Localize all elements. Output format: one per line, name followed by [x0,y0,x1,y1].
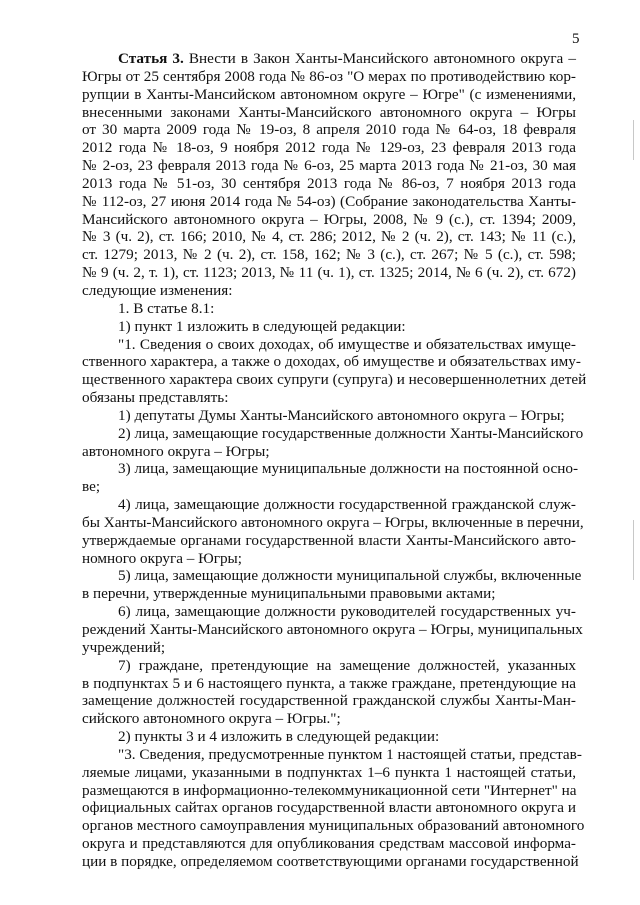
text-line [82,246,576,264]
text-line [82,389,576,407]
text-line [82,264,576,282]
line-text: 4) лица, замещающие должности государственной гражданской служ- [118,496,576,514]
scan-edge-mark [633,120,634,160]
line-text: ции в порядке, определяемом соответствующими органами государственной [82,852,579,870]
document-body [82,50,587,871]
line-text: замещение должностей государственной гражданской службы Ханты-Ман- [82,692,576,710]
line-text: ве; [82,478,101,496]
line-text: размещаются в информационно-телекоммуникационной сети "Интернет" на [82,781,577,799]
line-text: округа и представляются для опубликования средствам массовой информа- [82,835,576,853]
text-line [82,817,585,835]
text-line [82,318,576,336]
line-text: автономного округа – Югры; [82,442,270,460]
line-text: Мансийского автономного округа – Югры, 2008, № 9 (с.), ст. 1394; 2009, [82,210,576,228]
line-text: органов местного самоуправления муниципальных образований автономного [82,817,585,835]
line-text: ственного характера, а также о доходах, об имуществе и обязательствах иму- [82,353,581,371]
text-line [82,68,576,86]
line-text: номного округа – Югры; [82,549,242,567]
text-line [82,460,579,478]
text-line [82,50,576,68]
text-line [82,86,576,104]
text-line [82,745,582,764]
text-line [82,371,587,389]
text-line [82,478,576,496]
line-text: 7) граждане, претендующие на замещение должностей, указанных [118,656,576,674]
text-line [82,496,576,514]
line-text: в перечни, утвержденные муниципальными правовыми актами; [82,585,496,603]
line-text: № 3 (ч. 2), ст. 166; 2010, № 4, ст. 286; 2012, № 2 (ч. 2), ст. 143; № 11 (с.), [82,228,576,246]
line-text: Югры от 25 сентября 2008 года № 86-оз "О мерах по противодействию кор- [82,67,576,85]
line-text: официальных сайтах органов государственной власти автономного округа и [82,799,576,817]
line-text: сийского автономного округа – Югры."; [82,710,341,728]
text-line [82,193,576,211]
line-text: 2) пункты 3 и 4 изложить в следующей редакции: [118,728,440,746]
text-line [82,228,576,246]
text-line [82,764,576,782]
page-number: 5 [572,31,580,47]
text-line [82,639,576,657]
text-line [82,104,576,122]
text-line [82,567,582,585]
line-text: № 112-оз, 27 июня 2014 года № 54-оз) (Собрание законодательства Ханты- [82,192,576,210]
text-line [82,424,584,443]
text-line [82,211,576,229]
text-line [82,621,583,639]
line-text: учреждений; [82,638,166,656]
line-text: ст. 1279; 2013, № 2 (ч. 2), ст. 158, 162; № 3 (с.), ст. 267; № 5 (с.), ст. 598; [82,246,576,264]
text-line [82,675,576,693]
text-line [82,799,576,817]
line-text: в подпунктах 5 и 6 настоящего пункта, а также граждане, претендующие на [82,674,576,692]
text-line [82,282,576,300]
text-line [82,336,576,354]
line-text: следующие изменения: [82,281,233,299]
text-line [82,175,576,193]
scan-edge-mark [633,520,634,580]
line-text: щественного характера своих супруги (супруга) и несовершеннолетних детей [82,371,587,389]
line-text: 3) лица, замещающие муниципальные должности на постоянной осно- [118,460,579,478]
text-line [82,657,576,675]
line-text: рупции в Ханты-Мансийском автономном округе – Югре" (с изменениями, [82,85,576,103]
line-text: № 9 (ч. 2, т. 1), ст. 1123; 2013, № 11 (ч. 1), ст. 1325; 2014, № 6 (ч. 2), ст. 672) [82,264,576,282]
text-line [82,513,584,532]
line-text: ляемые лицами, указанными в подпунктах 1–6 пункта 1 настоящей статьи, [82,763,576,781]
text-line [82,407,576,425]
line-text: 1) депутаты Думы Ханты-Мансийского автономного округа – Югры; [118,406,565,424]
line-text: 1) пункт 1 изложить в следующей редакции: [118,317,406,335]
line-text: бы Ханты-Мансийского автономного округа – Югры, включенные в перечни, [82,513,584,531]
text-line [82,353,581,371]
line-text: от 30 марта 2009 года № 19-оз, 8 апреля 2010 года № 64-оз, 18 февраля [82,121,576,139]
text-line [82,835,576,853]
line-text: 2) лица, замещающие государственные должности Ханты-Мансийского [118,424,584,442]
line-text: Внести в Закон Ханты-Мансийского автономного округа – [183,50,576,67]
text-line [82,121,576,139]
text-line [82,852,579,871]
line-text: "3. Сведения, предусмотренные пунктом 1 настоящей статьи, представ- [118,745,582,763]
line-text: 2012 года № 18-оз, 9 ноября 2012 года № 129-оз, 23 февраля 2013 года [82,139,576,157]
text-line [82,443,576,461]
line-text: утверждаемые органами государственной власти Ханты-Мансийского авто- [82,531,576,549]
line-text: "1. Сведения о своих доходах, об имуществе и обязательствах имуще- [118,335,576,353]
line-text: 2013 года № 51-оз, 30 сентября 2013 года № 86-оз, 7 ноября 2013 года [82,174,576,192]
text-line [82,532,576,550]
text-line [82,139,576,157]
line-text: 5) лица, замещающие должности муниципальной службы, включенные [118,567,582,585]
text-line [82,550,576,568]
line-text: 1. В статье 8.1: [118,299,215,317]
text-line [82,782,576,800]
text-line [82,603,576,621]
text-line [82,157,576,175]
text-line [82,585,576,603]
line-text: № 2-оз, 23 февраля 2013 года № 6-оз, 25 марта 2013 года № 21-оз, 30 мая [82,157,576,175]
text-line [82,728,576,746]
text-line [82,710,576,728]
line-text: обязаны представлять: [82,389,229,407]
text-line [82,300,576,318]
line-text: реждений Ханты-Мансийского автономного округа – Югры, муниципальных [82,621,583,638]
line-text: внесенными законами Ханты-Мансийского автономного округа – Югры [82,103,576,121]
line-text: 6) лица, замещающие должности руководителей государственных уч- [118,603,576,621]
text-line [82,692,576,710]
article-heading: Статья 3. [118,50,184,67]
